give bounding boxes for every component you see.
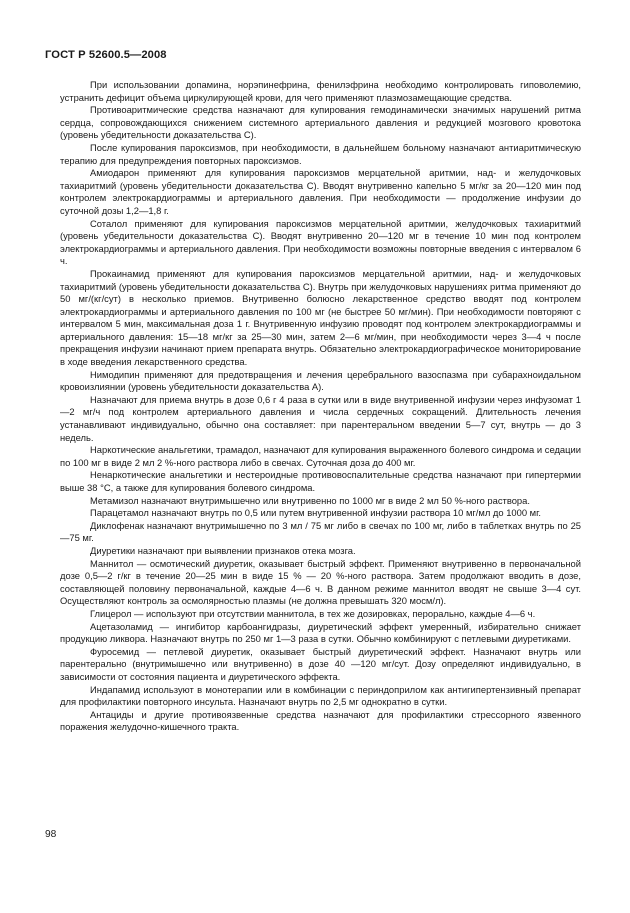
paragraph: Индапамид используют в монотерапии или в комбинации с периндоприлом как антигипертензивный препарат для профилактики повторного инсульта. Назначают внутрь по 2,5 мг однократно в сутки. [60, 683, 581, 708]
paragraph: Маннитол — осмотический диуретик, оказывает быстрый эффект. Применяют внутривенно в первоначальной дозе 0,5—2 г/кг в течение 20—25 мин в виде 15 % — 20 %-ного раствора. Затем продолжают вводить в дозе, составляющей половину первоначальной, каждые 4—6 ч. В данном режиме маннитол вводят не свыше 3—4 сут. Осуществляют контроль за осмолярностью плазмы (не должна превышать 320 мосм/л). [60, 557, 581, 607]
paragraph: Парацетамол назначают внутрь по 0,5 или путем внутривенной инфузии раствора 10 мг/мл до 1000 мг. [90, 507, 542, 519]
paragraph: Соталол применяют для купирования пароксизмов мерцательной аритмии, желудочковых тахиаритмий (уровень убедительности доказательства С). Вводят внутривенно 20—120 мг в течение 10 мин под контролем электрокардиограммы и артериального давления. При необходимости возможны повторные введения с интервалом 6 ч. [60, 217, 581, 267]
paragraph: Фуросемид — петлевой диуретик, оказывает быстрый диуретический эффект. Назначают внутрь или парентерально (внутримышечно или внутривенно) в дозе 40 —120 мг/сут. Дозу определяют индивидуально, в зависимости от состояния пациента и диуретического эффекта. [60, 645, 581, 682]
paragraph: Противоаритмические средства назначают для купирования гемодинамически значимых нарушений ритма сердца, сопровождающихся снижением системного артериального давления и редукцией мозгового кровотока (уровень убедительности доказательства С). [60, 104, 581, 141]
paragraph: Наркотические анальгетики, трамадол, назначают для купирования выраженного болевого синдрома и седации по 100 мг в виде 2 мл 2 %-ного раствора либо в свечах. Суточная доза до 400 мг. [60, 444, 581, 468]
paragraph: Диклофенак назначают внутримышечно по 3 мл / 75 мг либо в свечах по 100 мг, либо в таблетках внутрь по 25—75 мг. [60, 519, 581, 544]
page-number: 98 [45, 829, 57, 840]
paragraph: Прокаинамид применяют для купирования пароксизмов мерцательной аритмии, над- и желудочковых тахиаритмий (уровень убедительности доказательства С). Внутрь при желудочковых нарушениях ритма применяют до 50 мг/(кг/сут) в несколько приемов. Внутривенно болюсно лекарственное средство вводят под контролем электрокардиограммы и артериального давления по 100 мг (не быстрее 50 мг/мин). При необходимости повторяют с интервалом 5 мин, максимальная доза 1 г. Внутривенную инфузию проводят под контролем электрокардиограммы и артериального давления: 15—18 мг/кг за 25—30 мин, затем 2—6 мг/мин, при необходимости через 3—4 ч после прекращения инфузии начинают прием препарата внутрь. Обязательно электрокардиографическое мониторирование в ходе введения лекарственного средства. [60, 267, 581, 368]
body-text [60, 79, 581, 734]
paragraph: Диуретики назначают при выявлении признаков отека мозга. [90, 544, 356, 556]
document-header: ГОСТ Р 52600.5—2008 [45, 49, 167, 61]
paragraph: Антациды и другие противоязвенные средства назначают для профилактики стрессорного язвенного поражения желудочно-кишечного тракта. [60, 708, 581, 733]
paragraph: Глицерол — используют при отсутствии маннитола, в тех же дозировках, перорально, каждые 4—6 ч. [90, 607, 536, 619]
paragraph: Ненаркотические анальгетики и нестероидные противовоспалительные средства назначают при гипертермии выше 38 °С, а также для купирования болевого синдрома. [60, 469, 581, 493]
paragraph: Назначают для приема внутрь в дозе 0,6 г 4 раза в сутки или в виде внутривенной инфузии через инфузомат 1—2 мг/ч под контролем артериального давления и числа сердечных сокращений. Длительность лечения устанавливают индивидуально, обычно она составляет: при парентеральном введении 5—7 сут, внутрь — до 3 недель. [60, 393, 581, 443]
paragraph: Амиодарон применяют для купирования пароксизмов мерцательной аритмии, над- и желудочковых тахиаритмий (уровень убедительности доказательства С). Вводят внутривенно капельно 5 мг/кг за 20—120 мин под контролем электрокардиограммы и артериального давления. При необходимости — продолжение инфузии до суточной дозы 1,2—1,8 г. [60, 167, 581, 216]
paragraph: Нимодипин применяют для предотвращения и лечения церебрального вазоспазма при субарахноидальном кровоизлиянии (уровень убедительности доказательства А). [60, 368, 581, 393]
paragraph: При использовании допамина, норэпинефрина, фенилэфрина необходимо контролировать гиповолемию, устранить дефицит объема циркулирующей крови, для чего применяют плазмозамещающие средства. [60, 79, 581, 103]
paragraph: После купирования пароксизмов, при необходимости, в дальнейшем больному назначают антиаритмическую терапию для предупреждения повторных пароксизмов. [60, 141, 581, 166]
paragraph: Ацетазоламид — ингибитор карбоангидразы, диуретический эффект умеренный, избирательно снижает продукцию ликвора. Назначают внутрь по 250 мг 1—3 раза в сутки. Обычно комбинируют с петлевыми диуретиками. [60, 620, 581, 645]
paragraph: Метамизол назначают внутримышечно или внутривенно по 1000 мг в виде 2 мл 50 %-ного раствора. [90, 494, 530, 506]
